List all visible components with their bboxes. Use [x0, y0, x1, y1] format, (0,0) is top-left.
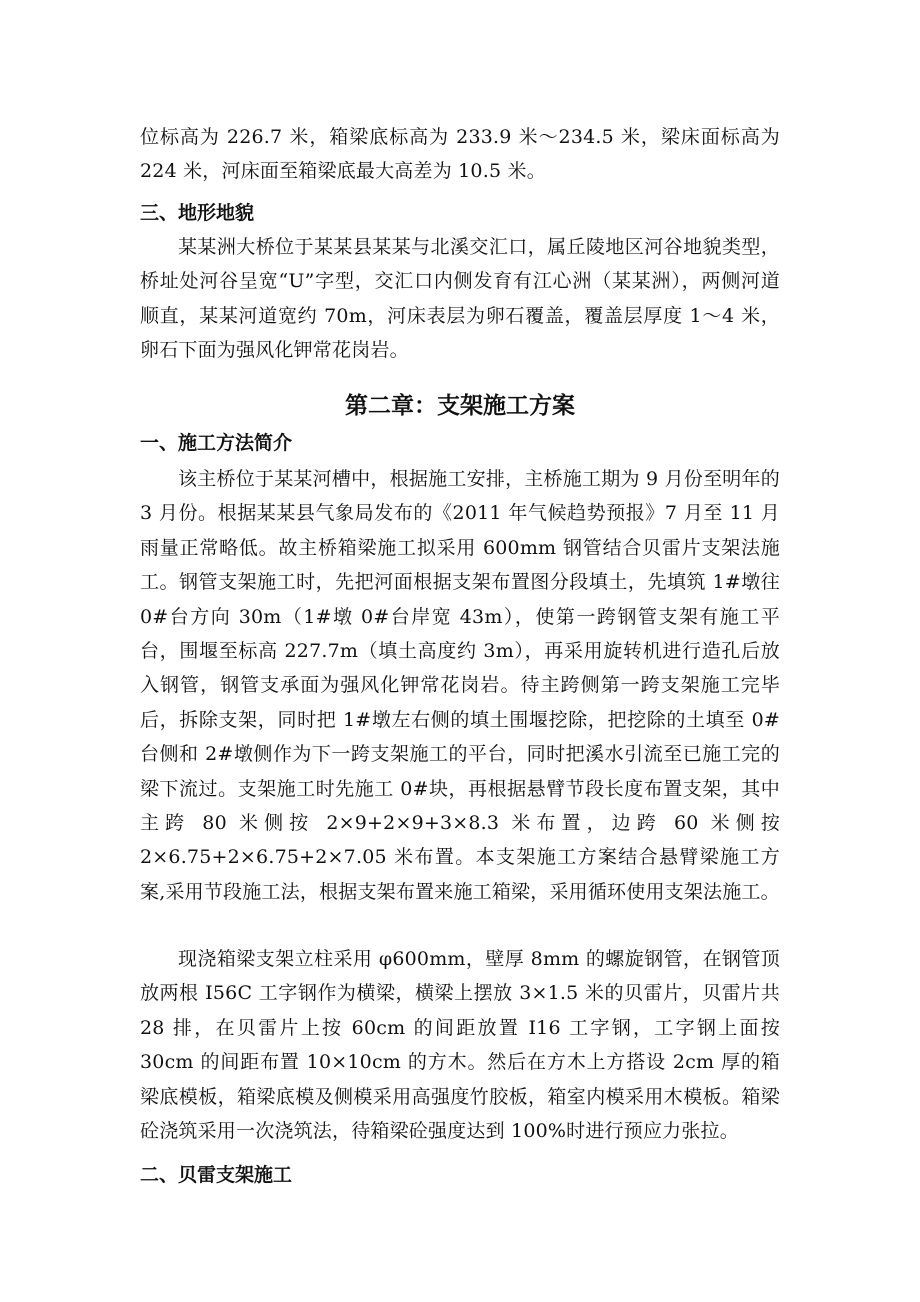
chapter-title: 第二章：支架施工方案 [345, 393, 575, 419]
section-3-body: 某某洲大桥位于某某县某某与北溪交汇口，属丘陵地区河谷地貌类型，桥址处河谷呈宽“U”字型，交汇口内侧发育有江心洲（某某洲），两侧河道顺直，某某河道宽约 70m，河床表层为卵石覆盖，覆盖层厚度 1～4 米，卵石下面为强风化钾常花岗岩。 [140, 236, 780, 362]
section-heading-method: 一、施工方法简介 [140, 432, 293, 454]
paragraph-continued [140, 120, 780, 189]
section-3 [140, 198, 780, 228]
paragraph-top: 位标高为 226.7 米，箱梁底标高为 233.9 米～234.5 米，梁床面标高为 224 米，河床面至箱梁底最大高差为 10.5 米。 [140, 126, 780, 183]
section-1-body-block [140, 462, 780, 909]
section-3-body-block [140, 230, 780, 368]
section-1 [140, 428, 780, 458]
section-heading-bailey: 二、贝雷支架施工 [140, 1164, 293, 1186]
section-1-body-block-2 [140, 942, 780, 1148]
section-heading-terrain: 三、地形地貌 [140, 202, 255, 224]
section-1-paragraph-1: 该主桥位于某某河槽中，根据施工安排，主桥施工期为 9 月份至明年的 3 月份。根据某某县气象局发布的《2011 年气候趋势预报》7 月至 11 月雨量正常略低。故主桥箱梁施工拟采用 600mm 钢管结合贝雷片支架法施工。钢管支架施工时，先把河面根据支架布置图分段填土，先填筑 1#墩往 0#台方向 30m（1#墩 0#台岸宽 43m），使第一跨钢管支架有施工平台，围堰至标高 227.7m（填土高度约 3m），再采用旋转机进行造孔后放入钢管，钢管支承面为强风化钾常花岗岩。待主跨侧第一跨支架施工完毕后，拆除支架，同时把 1#墩左右侧的填土围堰挖除，把挖除的土填至 0#台侧和 2#墩侧作为下一跨支架施工的平台，同时把溪水引流至已施工完的梁下流过。支架施工时先施工 0#块，再根据悬臂节段长度布置支架，其中主跨 80 米侧按 2×9+2×9+3×8.3 米布置，边跨 60 米侧按 2×6.75+2×6.75+2×7.05 米布置。本支架施工方案结合悬臂梁施工方案,采用节段施工法，根据支架布置来施工箱梁，采用循环使用支架法施工。 [140, 468, 780, 903]
section-1-paragraph-2: 现浇箱梁支架立柱采用 φ600mm，壁厚 8mm 的螺旋钢管，在钢管顶放两根 I56C 工字钢作为横梁，横梁上摆放 3×1.5 米的贝雷片，贝雷片共 28 排，在贝雷片上按 60cm 的间距放置 I16 工字钢，工字钢上面按 30cm 的间距布置 10×10cm 的方木。然后在方木上方搭设 2cm 厚的箱梁底模板，箱梁底模及侧模采用高强度竹胶板，箱室内模采用木模板。箱梁砼浇筑采用一次浇筑法，待箱梁砼强度达到 100%时进行预应力张拉。 [140, 948, 780, 1143]
section-2 [140, 1160, 780, 1190]
